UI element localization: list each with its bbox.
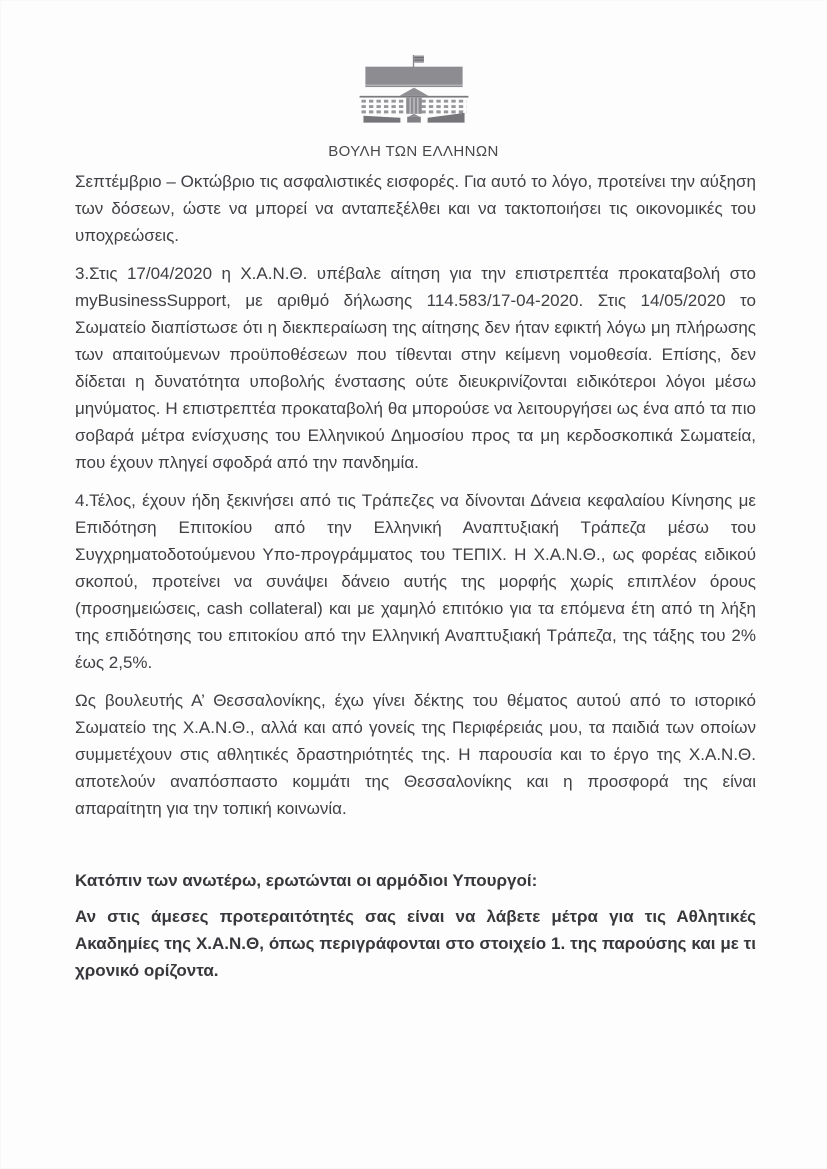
paragraph-item-3: 3.Στις 17/04/2020 η Χ.Α.Ν.Θ. υπέβαλε αίτηση για την επιστρεπτέα προκαταβολή στο myBusinessSupport, με αριθμό δήλωσης 114.583/17-04-2020. Στις 14/05/2020 το Σωματείο διαπίστωσε ότι η διεκπεραίωση της αίτησης δεν ήταν εφικτή λόγω μη πλήρωσης των απαιτούμενων προϋποθέσεων που τίθενται στην κείμενη νομοθεσία. Επίσης, δεν δίδεται η δυνατότητα υποβολής ένστασης ούτε διευκρινίζονται ειδικότεροι λόγοι μέσω μηνύματος. Η επιστρεπτέα προκαταβολή θα μπορούσε να λειτουργήσει ως ένα από τα πιο σοβαρά μέτρα ενίσχυσης του Ελληνικού Δημοσίου προς τα μη κερδοσκοπικά Σωματεία, που έχουν πληγεί σφοδρά από την πανδημία. [75, 264, 756, 472]
paragraph-closing: Ως βουλευτής Α’ Θεσσαλονίκης, έχω γίνει δέκτης του θέματος αυτού από το ιστορικό Σωματείο της Χ.Α.Ν.Θ., αλλά και από γονείς της Περιφέρειάς μου, τα παιδιά των οποίων συμμετέχουν στις αθλητικές δραστηριότητές της. Η παρουσία και το έργο της Χ.Α.Ν.Θ. αποτελούν αναπόσπαστο κομμάτι της Θεσσαλονίκης και η προσφορά της είναι απαραίτητη για την τοπική κοινωνία. [75, 691, 756, 818]
document-header [0, 55, 827, 160]
question-text: Αν στις άμεσες προτεραιτότητές σας είναι να λάβετε μέτρα για τις Αθλητικές Ακαδημίες της Χ.Α.Ν.Θ, όπως περιγράφονται στο στοιχείο 1. της παρούσης και με τι χρονικό ορίζοντα. [75, 907, 756, 980]
paragraph-continuation: Σεπτέμβριο – Οκτώβριο τις ασφαλιστικές εισφορές. Για αυτό το λόγο, προτείνει την αύξηση των δόσεων, ώστε να μπορεί να ανταπεξέλθει και να τακτοποιήσει τις οικονομικές του υποχρεώσεις. [75, 172, 756, 245]
paragraph-item-4: 4.Τέλος, έχουν ήδη ξεκινήσει από τις Τράπεζες να δίνονται Δάνεια κεφαλαίου Κίνησης με Επιδότηση Επιτοκίου από την Ελληνική Αναπτυξιακή Τράπεζα μέσω του Συγχρηματοδοτούμενου Υπο-προγράμματος του ΤΕΠΙΧ. Η Χ.Α.Ν.Θ., ως φορέας ειδικού σκοπού, προτείνει να συνάψει δάνειο αυτής της μορφής χωρίς επιπλέον όρους (προσημειώσεις, cash collateral) και με χαμηλό επιτόκιο για τα επόμενα έτη από τη λήξη της επιδότησης του επιτοκίου από την Ελληνική Αναπτυξιακή Τράπεζα, της τάξης του 2% έως 2,5%. [75, 491, 756, 672]
document-body [75, 168, 756, 995]
question-heading: Κατόπιν των ανωτέρω, ερωτώνται οι αρμόδιοι Υπουργοί: [75, 871, 538, 890]
institution-name: ΒΟΥΛΗ ΤΩΝ ΕΛΛΗΝΩΝ [328, 143, 499, 160]
greek-flag-icon [413, 55, 423, 69]
parliament-building-logo [355, 55, 473, 125]
